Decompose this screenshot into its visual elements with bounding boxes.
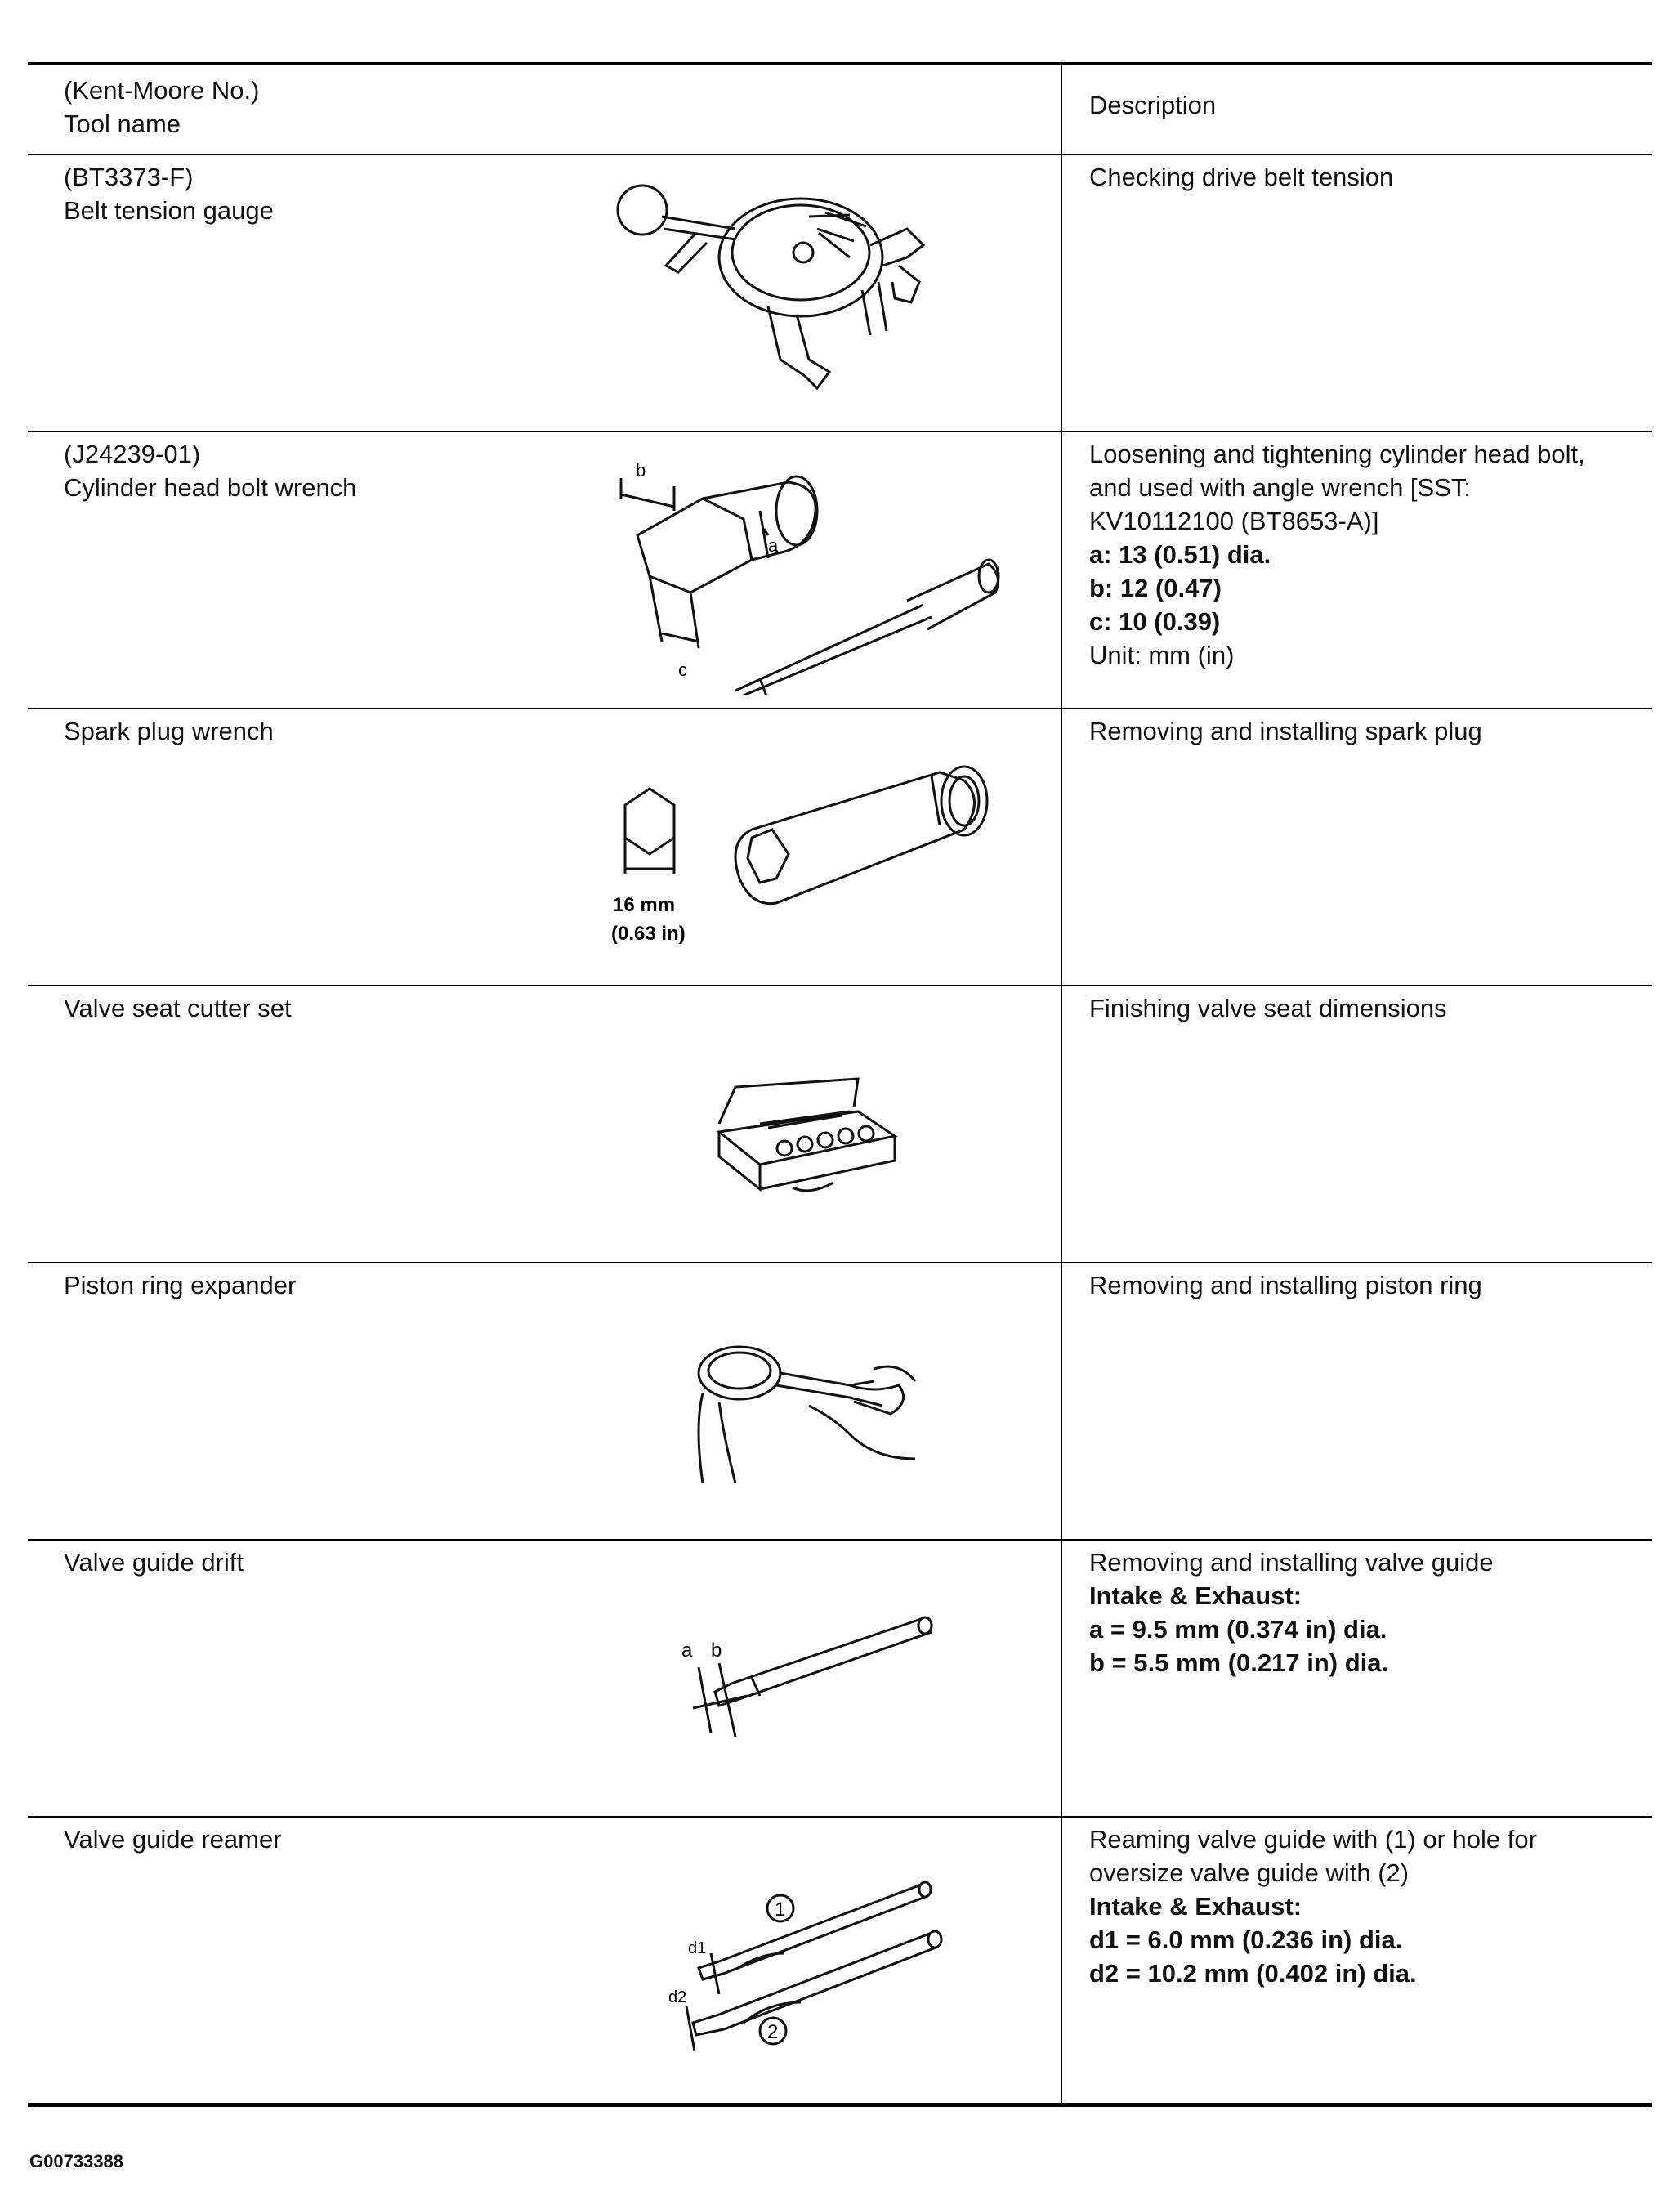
label-d2: d2 [668,1988,687,2006]
document-id: G00733388 [29,2151,123,2171]
label-a: a [681,1639,693,1662]
header-description: Description [1089,91,1217,119]
description-text: Removing and installing piston ring [1089,1271,1482,1299]
dimension-mm: 16 mm [613,894,676,916]
description-text: Removing and installing valve guide [1089,1548,1494,1577]
table-top-border [28,62,1652,65]
tool-name-cell [64,1268,296,1302]
label-c: c [678,660,687,680]
row-divider [28,1262,1652,1263]
description-cell [1089,1823,1629,1990]
valve-seat-cutter-set-icon [711,1075,907,1205]
description-text: Removing and installing spark plug [1089,717,1482,745]
tool-name-cell [64,160,274,227]
header-kent-moore-label: (Kent-Moore No.) [64,76,260,105]
description-cell [1089,1268,1629,1302]
description-text: oversize valve guide with (2) [1089,1858,1410,1887]
label-b: b [711,1639,722,1662]
kent-moore-number: (J24239-01) [64,440,201,468]
header-tool-name-label: Tool name [64,110,181,138]
dimension-d2: d2 = 10.2 mm (0.402 in) dia. [1089,1959,1417,1988]
dimension-b: b: 12 (0.47) [1089,574,1222,602]
header-tool-name [64,74,259,141]
tool-name: Spark plug wrench [64,717,274,745]
spark-plug-wrench-icon [605,756,1030,956]
row-divider [28,985,1652,986]
callout-1: 1 [775,1899,786,1921]
tool-name-cell [64,1545,244,1579]
description-text: Checking drive belt tension [1089,163,1394,191]
row-divider [28,431,1652,432]
tool-name: Valve guide reamer [64,1825,282,1854]
row-divider [28,1816,1652,1818]
description-cell [1089,1545,1629,1679]
tool-name: Valve guide drift [64,1548,244,1577]
dimension-c: c: 10 (0.39) [1089,607,1221,636]
header-divider [28,154,1652,155]
tool-name: Cylinder head bolt wrench [64,473,357,502]
tool-name-cell [64,714,274,748]
description-cell [1089,714,1629,748]
dimension-in: (0.63 in) [611,923,686,945]
unit-note: Unit: mm (in) [1089,641,1235,669]
description-cell [1089,991,1629,1025]
callout-2: 2 [767,2021,779,2043]
table-bottom-border [28,2103,1652,2107]
row-divider [28,708,1652,709]
label-b: b [636,462,646,481]
kent-moore-number: (BT3373-F) [64,163,194,191]
tool-name: Belt tension gauge [64,196,274,225]
tool-name-cell [64,1823,282,1856]
description-cell [1089,437,1629,672]
description-text: Finishing valve seat dimensions [1089,994,1447,1022]
description-text: and used with angle wrench [SST: [1089,473,1471,502]
label-a: a [768,535,779,556]
intake-exhaust-label: Intake & Exhaust: [1089,1581,1302,1610]
row-divider [28,1539,1652,1541]
dimension-a: a: 13 (0.51) dia. [1089,540,1271,569]
valve-guide-reamer-icon [654,1872,964,2068]
dimension-a: a = 9.5 mm (0.374 in) dia. [1089,1615,1387,1644]
description-text: Reaming valve guide with (1) or hole for [1089,1825,1537,1854]
intake-exhaust-label: Intake & Exhaust: [1089,1892,1302,1921]
tool-name: Piston ring expander [64,1271,297,1299]
description-text: Loosening and tightening cylinder head bolt, [1089,440,1585,468]
valve-guide-drift-icon [670,1614,948,1761]
tool-name-cell [64,991,292,1025]
tool-name-cell [64,437,356,504]
cylinder-head-bolt-wrench-icon [605,462,1030,695]
tool-name: Valve seat cutter set [64,994,292,1022]
label-d1: d1 [688,1939,707,1957]
description-text: KV10112100 (BT8653-A)] [1089,507,1379,535]
description-cell [1089,160,1629,194]
dimension-d1: d1 = 6.0 mm (0.236 in) dia. [1089,1925,1403,1954]
column-divider [1061,62,1062,2105]
belt-tension-gauge-icon [605,168,948,405]
piston-ring-expander-icon [686,1336,932,1483]
dimension-b: b = 5.5 mm (0.217 in) dia. [1089,1648,1389,1677]
